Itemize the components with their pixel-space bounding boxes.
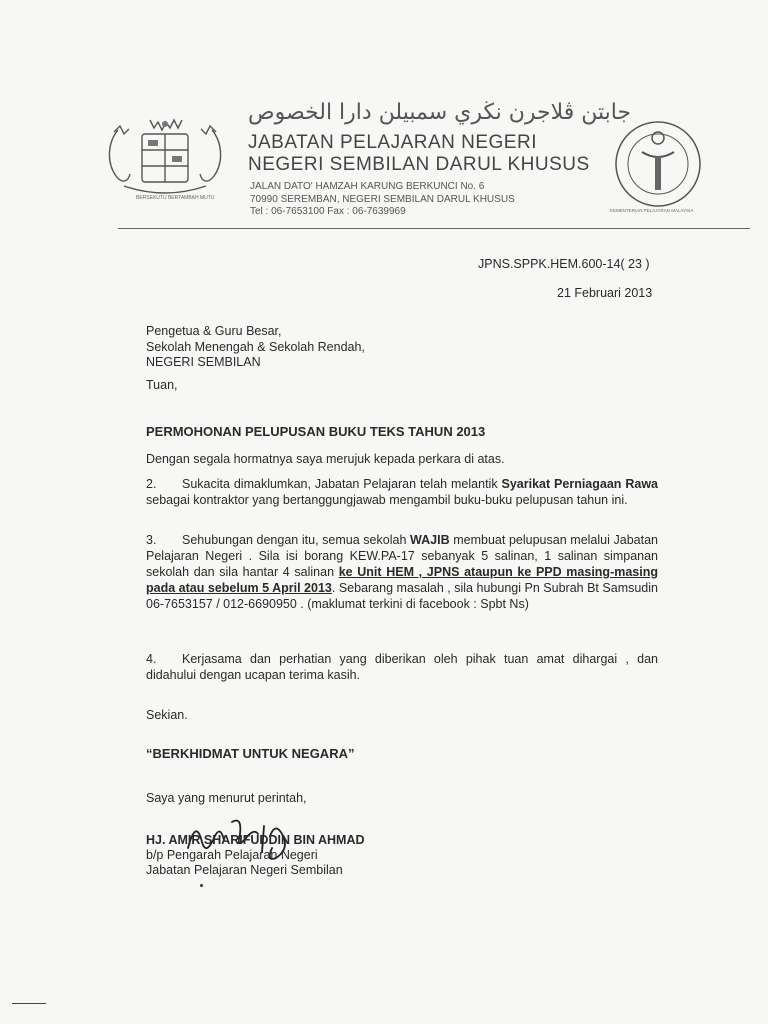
paragraph-3-text-c: . Sebarang masalah , sila hubungi Pn Subrah Bt Samsudin 06-7653157 / 012-6690950 . (maklumat terkini di facebook : Spbt Ns) — [146, 581, 658, 611]
paragraph-4 — [146, 651, 658, 683]
opening-sentence: Dengan segala hormatnya saya merujuk kepada perkara di atas. — [146, 452, 505, 466]
signatory-title1: b/p Pengarah Pelajaran Negeri — [146, 848, 318, 862]
mandatory-word: WAJIB — [410, 533, 450, 547]
letterhead-address-line1: JALAN DATO' HAMZAH KARUNG BERKUNCI No. 6 — [250, 181, 485, 192]
letter-date: 21 Februari 2013 — [557, 286, 653, 300]
submission-deadline: ke Unit HEM , JPNS ataupun ke PPD masing-masing pada atau sebelum 5 April 2013 — [146, 565, 658, 595]
ink-dot — [200, 884, 203, 887]
letterhead-contact: Tel : 06-7653100 Fax : 06-7639969 — [250, 206, 406, 217]
paragraph-4-text: Kerjasama dan perhatian yang diberikan oleh pihak tuan amat dihargai , dan didahului dengan ucapan terima kasih. — [146, 652, 658, 682]
letterhead-divider — [118, 228, 750, 229]
paragraph-3-number: 3. — [146, 533, 157, 547]
salutation: Tuan, — [146, 378, 178, 392]
letterhead-name-line1: JABATAN PELAJARAN NEGERI — [248, 132, 537, 153]
motto: “BERKHIDMAT UNTUK NEGARA” — [146, 746, 355, 761]
recipient-line1: Pengetua & Guru Besar, — [146, 324, 282, 338]
letter-subject: PERMOHONAN PELUPUSAN BUKU TEKS TAHUN 2013 — [146, 424, 486, 439]
signatory-name: HJ. AMIR SHARIFUDDIN BIN AHMAD — [146, 833, 365, 847]
scan-edge-mark — [12, 1003, 46, 1004]
signatory-title2: Jabatan Pelajaran Negeri Sembilan — [146, 863, 343, 877]
closing: Sekian. — [146, 708, 188, 722]
paragraph-2-text-b: sebagai kontraktor yang bertanggungjawab mengambil buku-buku pelupusan tahun ini. — [146, 493, 628, 507]
right-logo-text: KEMENTERIAN PELAJARAN MALAYSIA — [610, 208, 694, 213]
paragraph-3 — [146, 532, 658, 612]
order-line: Saya yang menurut perintah, — [146, 791, 307, 805]
reference-number: JPNS.SPPK.HEM.600-14( 23 ) — [478, 257, 650, 271]
recipient-line2: Sekolah Menengah & Sekolah Rendah, — [146, 340, 365, 354]
letterhead-name-line2: NEGERI SEMBILAN DARUL KHUSUS — [248, 154, 590, 175]
paragraph-3-text-b: membuat pelupusan melalui Jabatan Pelajaran Negeri . Sila isi borang KEW.PA-17 sebanyak 5 salinan, 1 salinan simpanan sekolah dan sila hantar 4 salinan — [146, 533, 658, 579]
ministry-logo — [612, 118, 704, 210]
paragraph-2 — [146, 476, 658, 508]
paragraph-3-text-a: Sehubungan dengan itu, semua sekolah — [182, 533, 411, 547]
left-logo-motto: BERSEKUTU BERTAMBAH MUTU — [136, 195, 215, 201]
paragraph-2-number: 2. — [146, 477, 157, 491]
paragraph-4-number: 4. — [146, 652, 157, 666]
recipient-line3: NEGERI SEMBILAN — [146, 355, 261, 369]
paragraph-2-text-a: Sukacita dimaklumkan, Jabatan Pelajaran telah melantik — [182, 477, 502, 491]
state-crest-logo — [100, 112, 230, 202]
letterhead-address-line2: 70990 SEREMBAN, NEGERI SEMBILAN DARUL KHUSUS — [250, 194, 515, 205]
contractor-name: Syarikat Perniagaan Rawa — [501, 477, 658, 491]
letterhead-jawi-name: جابتن ڤلاجرن نڬري سمبيلن دارا الخصوص — [248, 100, 632, 125]
